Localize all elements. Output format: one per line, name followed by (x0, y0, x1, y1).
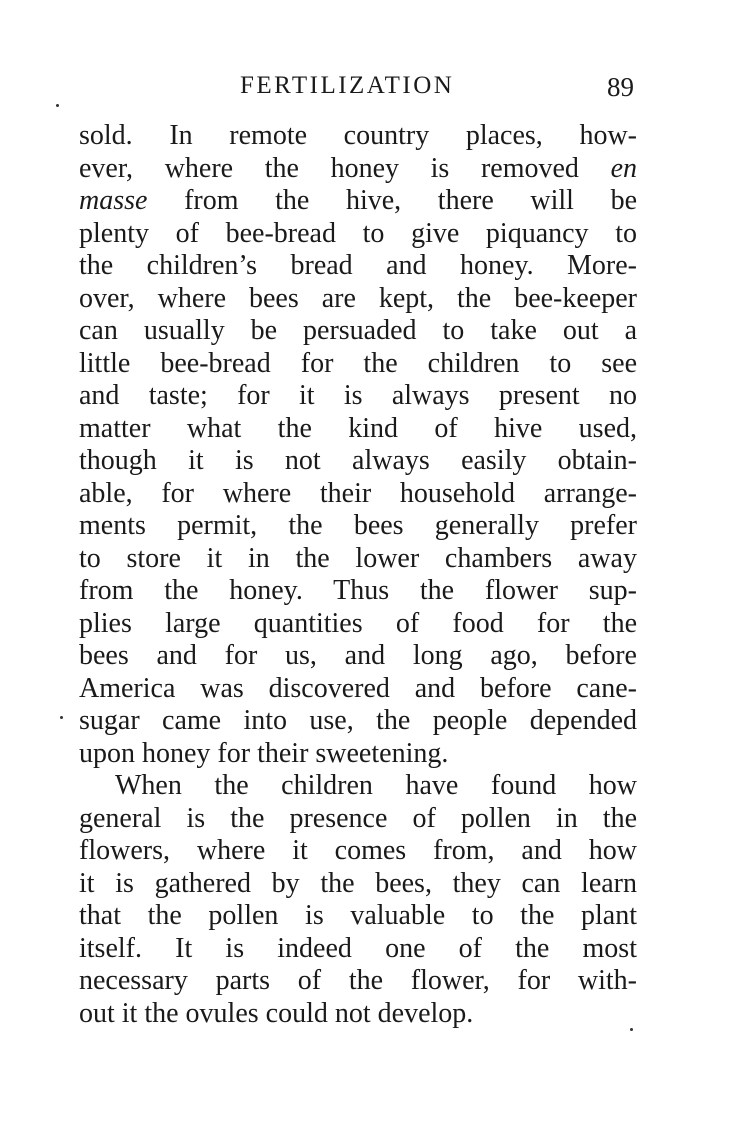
italic-phrase: masse (79, 185, 148, 216)
page-number: 89 (607, 72, 634, 102)
print-speck (60, 716, 63, 719)
text-line: from the honey. Thus the flower sup- (79, 575, 637, 606)
text-line: little bee-bread for the children to see (79, 347, 637, 379)
text-line: flowers, where it comes from, and how (79, 835, 637, 866)
text-line: over, where bees are kept, the bee-keeper (79, 282, 637, 314)
paragraph (79, 770, 637, 1030)
text-line: that the pollen is valuable to the plant (79, 900, 637, 931)
text-line: bees and for us, and long ago, before (79, 640, 637, 671)
text-line: ments permit, the bees generally prefer (79, 510, 637, 541)
body-text (79, 120, 637, 1030)
text-line: out it the ovules could not develop. (79, 997, 474, 1029)
text-line: general is the presence of pollen in the (79, 802, 637, 834)
text-line: to store it in the lower chambers away (79, 542, 637, 574)
text-line: America was discovered and before cane- (79, 672, 637, 704)
running-title: FERTILIZATION (240, 72, 455, 99)
text-line (79, 153, 637, 186)
text-line: When the children have found how (115, 770, 637, 801)
text-line: it is gathered by the bees, they can learn (79, 867, 637, 899)
paragraph (79, 120, 637, 770)
text-line: able, for where their household arrange- (79, 477, 637, 509)
text-line: plenty of bee-bread to give piquancy to (79, 217, 637, 249)
text-line: upon honey for their sweetening. (79, 737, 449, 769)
text-line: and taste; for it is always present no (79, 380, 637, 411)
italic-phrase: en (610, 152, 637, 184)
print-speck (56, 104, 59, 107)
text-line: itself. It is indeed one of the most (79, 932, 637, 964)
text-line: matter what the kind of hive used, (79, 412, 637, 444)
text-line: sold. In remote country places, how- (79, 120, 637, 151)
text-segment: ever, where the honey is removed (79, 152, 579, 184)
text-line: necessary parts of the flower, for with- (79, 965, 637, 996)
text-line: can usually be persuaded to take out a (79, 315, 637, 346)
text-line: sugar came into use, the people depended (79, 705, 637, 736)
text-line: though it is not always easily obtain- (79, 445, 637, 476)
text-line (79, 185, 637, 218)
text-segment: from the hive, there will be (184, 185, 637, 216)
text-line: the children’s bread and honey. More- (79, 250, 637, 281)
page-header (0, 72, 743, 108)
text-line: plies large quantities of food for the (79, 607, 637, 639)
